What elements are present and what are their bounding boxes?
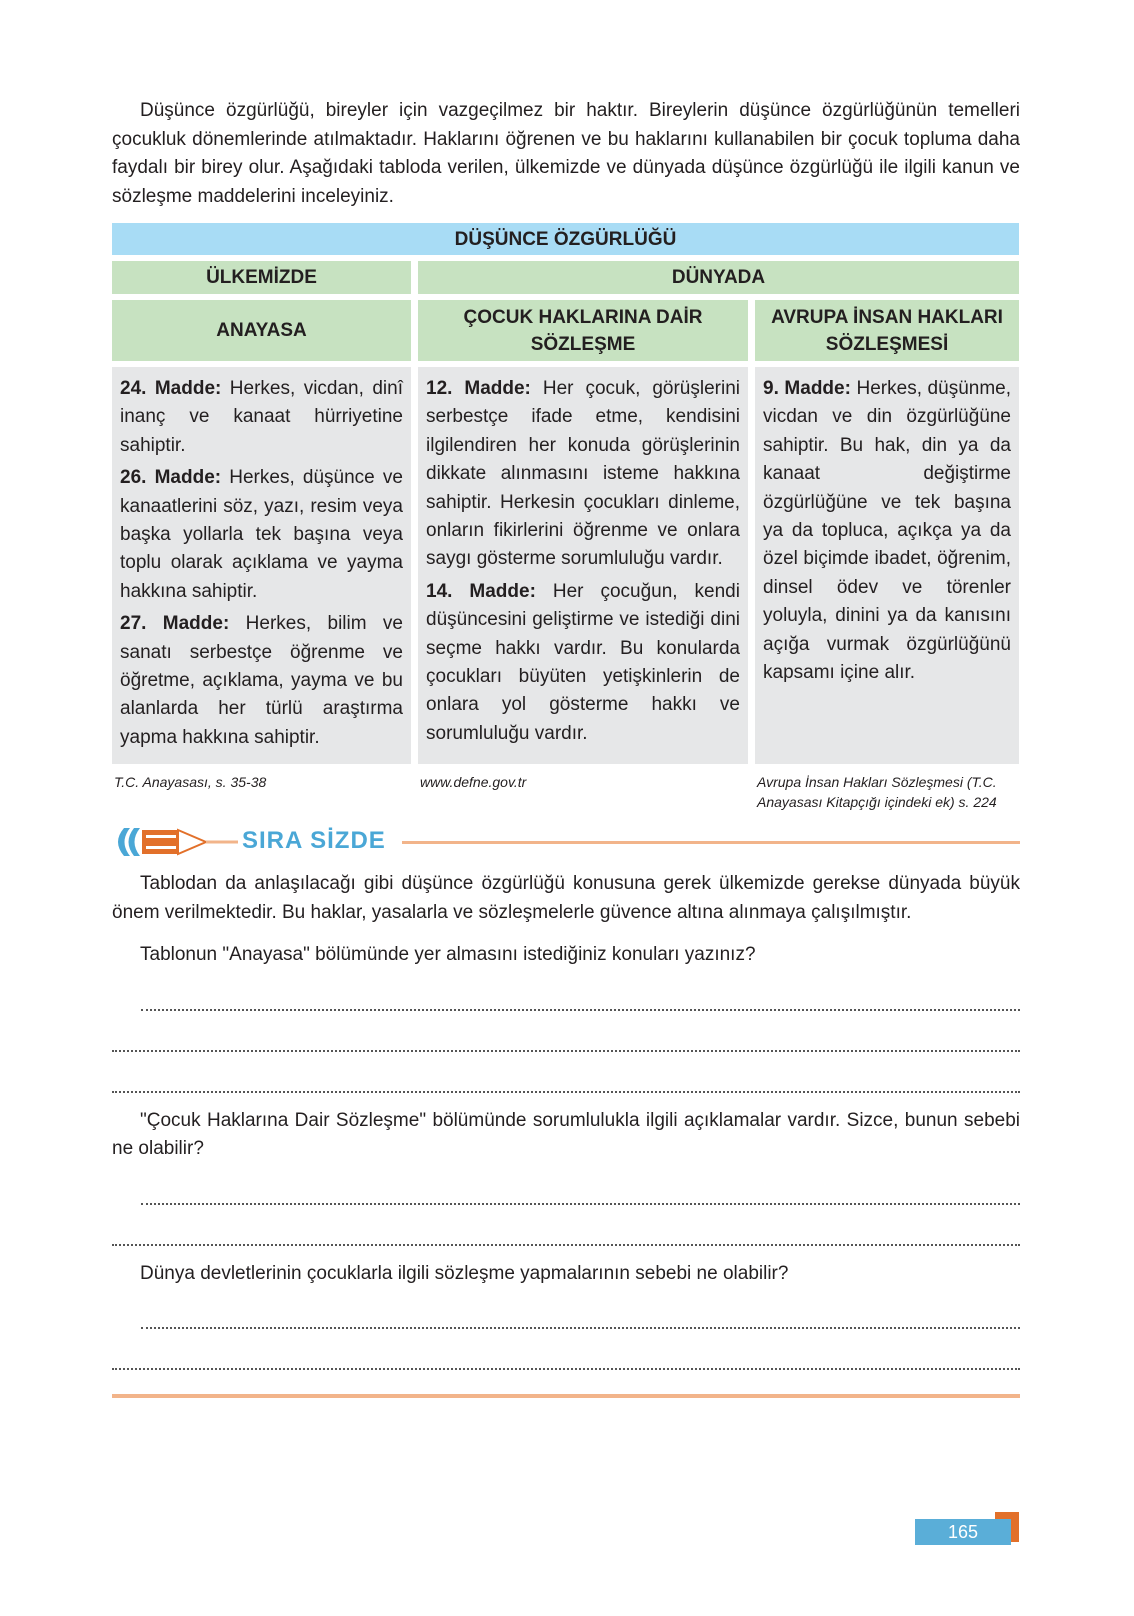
answer-line[interactable]	[112, 1244, 1020, 1246]
answer-line[interactable]	[112, 1368, 1020, 1370]
article: 9. Madde: Herkes, düşünme, vicdan ve din özgürlüğüne sahiptir. Bu hak, din ya da kanaat değiştirme özgürlüğüne ve tek başına ya da topluca, açıkça ya da özel biçimde ibadet, öğrenim, dinsel ödev ve törenler yoluyla, dinini ya da kanısını açığa vurmak özgürlüğünü kapsamı içine alır.	[763, 378, 1012, 684]
anayasa-articles	[112, 367, 411, 764]
cocuk-articles	[418, 367, 748, 764]
source-1: T.C. Anayasası, s. 35-38	[114, 774, 267, 791]
bottom-rule	[112, 1394, 1020, 1398]
pencil-icon	[110, 826, 240, 858]
sources	[112, 772, 1020, 812]
answer-line[interactable]	[141, 1009, 1020, 1011]
avrupa-articles	[755, 367, 1019, 764]
article: 27. Madde: Herkes, bilim ve sanatı serbestçe öğrenme ve öğretme, açıklama, yayma ve bu alanlarda her türlü araştırma yapma hakkına sahiptir.	[120, 613, 403, 748]
source-3: Avrupa İnsan Hakları Sözleşmesi (T.C. Anayasası Kitapçığı içindeki ek) s. 224	[757, 774, 997, 811]
article: 24. Madde: Herkes, vicdan, dinî inanç ve kanaat hürriyetine sahiptir.	[120, 378, 403, 456]
article: 14. Madde: Her çocuğun, kendi düşüncesini geliştirme ve istediği dini seçme hakkı vardır. Bu konularda çocukları büyüten yetişkinlerin de onlara yol gösterme hakkı ve sorumluluğu vardır.	[426, 580, 740, 744]
article: 26. Madde: Herkes, düşünce ve kanaatlerini söz, yazı, resim veya başka yollarla tek başına veya toplu olarak açıklama ve yayma hakkına sahiptir.	[120, 467, 403, 602]
answer-line[interactable]	[141, 1327, 1020, 1329]
question-3: Dünya devletlerinin çocuklarla ilgili sözleşme yapmalarının sebebi ne olabilir?	[140, 1262, 789, 1284]
intro-paragraph: Düşünce özgürlüğü, bireyler için vazgeçilmez bir haktır. Bireylerin düşünce özgürlüğünün temelleri çocukluk dönemlerinde atılmaktadır. Haklarını öğrenen ve bu haklarını kullanabilen bir çocuk topluma daha faydalı bir birey olur. Aşağıdaki tabloda verilen, ülkemizde ve dünyada düşünce özgürlüğü ile ilgili kanun ve sözleşme maddelerini inceleyiniz.	[112, 100, 1020, 207]
page-content	[112, 97, 1020, 1398]
section-title: SIRA SİZDE	[242, 827, 386, 855]
col-cocuk-haklari: ÇOCUK HAKLARINA DAİR SÖZLEŞME	[418, 300, 748, 361]
group-ulkemizde: ÜLKEMİZDE	[112, 261, 411, 294]
paragraph: Tablodan da anlaşılacağı gibi düşünce özgürlüğü konusuna gerek ülkemizde gerekse dünyada büyük önem verilmektedir. Bu haklar, yasalarla ve sözleşmelerle güvence altına alınmaya çalışılmıştır.	[112, 873, 1020, 923]
page-number: 165	[915, 1519, 1011, 1545]
answer-line[interactable]	[141, 1203, 1020, 1205]
question-1: Tablonun "Anayasa" bölümünde yer almasını istediğiniz konuları yazınız?	[140, 944, 756, 966]
group-dunyada: DÜNYADA	[418, 261, 1019, 294]
col-anayasa: ANAYASA	[112, 300, 411, 361]
answer-line[interactable]	[112, 1050, 1020, 1052]
freedom-table	[112, 223, 1020, 764]
source-2: www.defne.gov.tr	[420, 774, 527, 791]
col-avrupa: AVRUPA İNSAN HAKLARI SÖZLEŞMESİ	[755, 300, 1019, 361]
question-2: "Çocuk Haklarına Dair Sözleşme" bölümünde sorumlulukla ilgili açıklamalar vardır. Sizce, bunun sebebi ne olabilir?	[112, 1109, 1020, 1160]
article: 12. Madde: Her çocuk, görüşlerini serbestçe ifade etme, kendisini ilgilendiren her konuda görüşlerinin dikkate alınmasını isteme hakkına sahiptir. Herkesin çocukları dinleme, onların fikirlerini öğrenme ve onlara saygı gösterme sorumluluğu vardır.	[426, 378, 740, 570]
section-header	[112, 822, 1020, 862]
divider	[402, 841, 1020, 844]
table-title: DÜŞÜNCE ÖZGÜRLÜĞÜ	[112, 223, 1019, 255]
answer-line[interactable]	[112, 1091, 1020, 1093]
